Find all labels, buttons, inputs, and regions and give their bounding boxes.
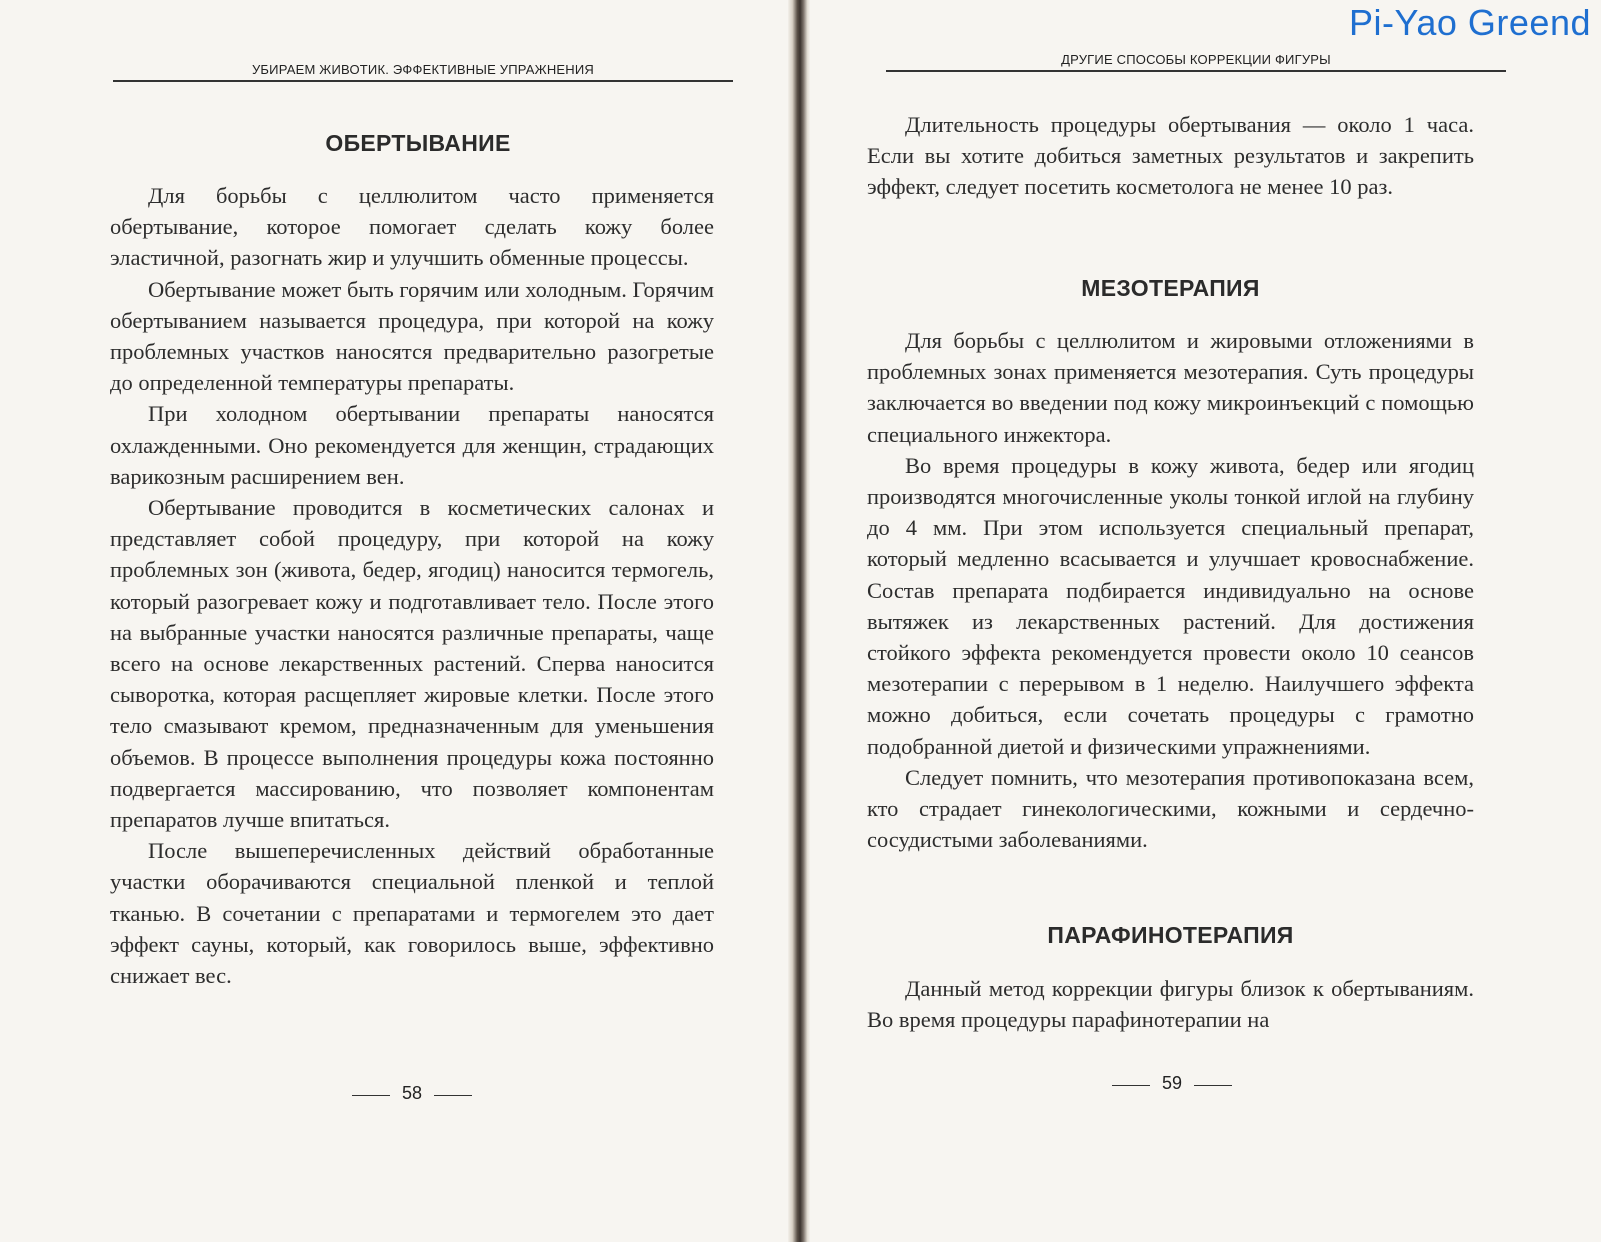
right-page (800, 0, 1601, 1242)
paragraph: Данный метод коррекции фигуры близок к обертываниям. Во время процедуры парафинотерапии на (867, 976, 1474, 1033)
paragraph: Длительность процедуры обертывания — около 1 часа. Если вы хотите добиться заметных результатов и закрепить эффект, следует посетить косметолога не менее 10 раз. (867, 112, 1474, 200)
left-body-text (110, 180, 714, 991)
section-title-obertyvanie: ОБЕРТЫВАНИЕ (325, 130, 511, 156)
paragraph: Обертывание проводится в косметических салонах и представляет собой процедуру, при которой на кожу проблемных зон (живота, бедер, ягодиц) наносится термогель, который разогревает кожу и подготавливает тело. После этого на выбранные участки наносятся различные препараты, чаще всего на основе лекарственных растений. Сперва наносится сыворотка, которая расщепляет жировые клетки. После этого тело смазывают кремом, предназначенным для уменьшения объемов. В процессе выполнения процедуры кожа постоянно подвергается массированию, что позволяет компонентам препаратов лучше впитаться. (110, 495, 714, 833)
section-title-parafinoterapiya: ПАРАФИНОТЕРАПИЯ (1047, 922, 1294, 948)
right-section2-text (867, 325, 1474, 855)
page-number-label: 59 (1161, 1073, 1183, 1093)
right-intro-text (867, 109, 1474, 203)
watermark-text: Pi-Yao Greend (1349, 2, 1591, 43)
paragraph: После вышеперечисленных действий обработанные участки оборачиваются специальной пленкой и теплой тканью. В сочетании с препаратами и термогелем это дает эффект сауны, который, как говорилось выше, эффективно снижает вес. (110, 838, 714, 989)
right-section3-text (867, 973, 1474, 1035)
page-number-left (352, 1083, 472, 1104)
left-page (0, 0, 790, 1242)
page-number-label: 58 (401, 1083, 423, 1103)
paragraph: Для борьбы с целлюлитом и жировыми отложениями в проблемных зонах применяется мезотерапия. Суть процедуры заключается во введении под кожу микроинъекций с помощью специального инжектора. (867, 328, 1474, 447)
section-title-mezoterapiya: МЕЗОТЕРАПИЯ (1081, 275, 1260, 301)
running-head-right: ДРУГИЕ СПОСОБЫ КОРРЕКЦИИ ФИГУРЫ (886, 52, 1506, 72)
paragraph: Для борьбы с целлюлитом часто применяется обертывание, которое помогает сделать кожу более эластичной, разогнать жир и улучшить обменные процессы. (110, 183, 714, 271)
running-head-left: УБИРАЕМ ЖИВОТИК. ЭФФЕКТИВНЫЕ УПРАЖНЕНИЯ (113, 62, 733, 82)
paragraph: Во время процедуры в кожу живота, бедер или ягодиц производятся многочисленные уколы тонкой иглой на глубину до 4 мм. При этом используется специальный препарат, который медленно всасывается и улучшает кровоснабжение. Состав препарата подбирается индивидуально на основе вытяжек из лекарственных растений. Для достижения стойкого эффекта рекомендуется провести около 10 сеансов мезотерапии с перерывом в 1 неделю. Наилучшего эффекта можно добиться, если сочетать процедуры с грамотно подобранной диетой и физическими упражнениями. (867, 452, 1474, 759)
page-number-right (1112, 1073, 1232, 1094)
paragraph: Обертывание может быть горячим или холодным. Горячим обертыванием называется процедура, при которой на кожу проблемных участков наносятся предварительно разогретые до определенной температуры препараты. (110, 276, 714, 396)
paragraph: При холодном обертывании препараты наносятся охлажденными. Оно рекомендуется для женщин, страдающих варикозным расширением вен. (110, 401, 714, 489)
paragraph: Следует помнить, что мезотерапия противопоказана всем, кто страдает гинекологическими, кожными и сердечно-сосудистыми заболеваниями. (867, 764, 1474, 853)
